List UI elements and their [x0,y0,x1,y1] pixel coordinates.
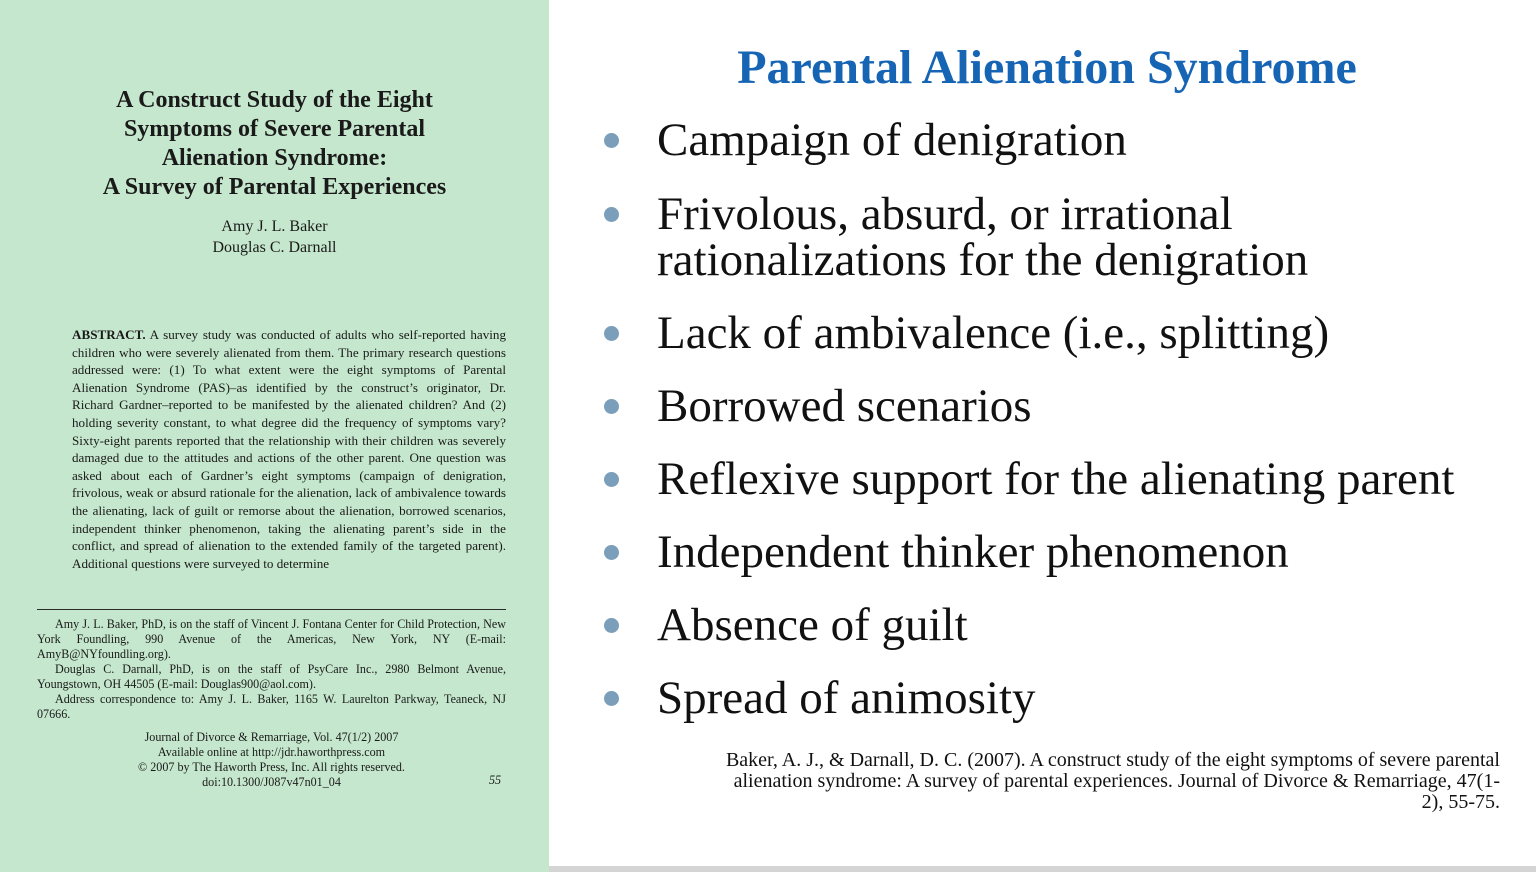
bullet-dot-icon [604,207,619,222]
bullet-line: Reflexive support for the alienating parent [657,453,1455,505]
bullet-dot-icon [604,472,619,487]
footnote: Address correspondence to: Amy J. L. Baker, 1165 W. Laurelton Parkway, Teaneck, NJ 07666. [37,692,506,721]
bullet-line: Absence of guilt [657,599,968,651]
journal-line: Available online at http://jdr.haworthpress.com [157,745,386,759]
citation-line: alienation syndrome: A survey of parental experiences. Journal of Divorce & Remarriage, 47(1- [733,770,1500,792]
author-name: Amy J. L. Baker [221,218,328,235]
bullet-text [657,453,1455,505]
paper-title-line: Symptoms of Severe Parental [123,116,426,142]
page-number: 55 [489,773,502,787]
abstract-label: ABSTRACT. [72,327,146,342]
bullet-text [657,114,1127,166]
abstract-text: A survey study was conducted of adults who self-reported having children who were severely alienated from them. The primary research questions addressed were: (1) To what extent were the eight symptoms of Parental Alienation Syndrome (PAS)–as identified by the construct’s originator, Dr. Richard Gardner–reported to be manifested by the alienated children? And (2) holding severity constant, to what degree did the frequency of symptoms vary? Sixty-eight parents reported that the relationship with their children was severely damaged due to the attitudes and actions of the other parent. One question was asked about each of Gardner’s eight symptoms (campaign of denigration, frivolous, weak or absurd rationale for the alienation, lack of ambivalence towards the alienating, lack of guilt or remorse about the alienation, borrowed scenarios, independent thinker phenomenon, taking the alienating parent’s side in the conflict, and spread of alienation to the extended family of the targeted parent). Additional questions were surveyed to determine [72,327,506,571]
paper-footnotes [37,617,506,722]
citation [650,750,1500,813]
bottom-scroll-edge [549,866,1536,872]
author-name: Douglas C. Darnall [212,238,337,256]
paper-title-line: A Construct Study of the Eight [116,87,433,113]
bullet-dot-icon [604,691,619,706]
bullet-text [657,188,1309,286]
bullet-dot-icon [604,399,619,414]
paper-title-line: Alienation Syndrome: [161,145,388,171]
bullet-line: Independent thinker phenomenon [657,526,1289,578]
bullet-line: Lack of ambivalence (i.e., splitting) [657,307,1330,359]
bullet-line: rationalizations for the denigration [657,234,1309,286]
bullet-text [657,599,968,651]
bullet-text [657,380,1032,432]
bullet-line: Frivolous, absurd, or irrational [657,188,1233,240]
journal-line: © 2007 by The Haworth Press, Inc. All rights reserved. [138,760,405,774]
bullet-dot-icon [604,545,619,560]
bullet-line: Campaign of denigration [657,114,1127,166]
footnote-divider [37,609,506,610]
footnote: Douglas C. Darnall, PhD, is on the staff of PsyCare Inc., 2980 Belmont Avenue, Youngstown, OH 44505 (E-mail: Douglas900@aol.com). [37,662,506,691]
citation-line: Baker, A. J., & Darnall, D. C. (2007). A construct study of the eight symptoms of severe parental [725,749,1500,771]
slide-title: Parental Alienation Syndrome [737,41,1357,94]
journal-line: doi:10.1300/J087v47n01_04 [202,775,341,789]
paper-title [0,86,549,202]
bullet-dot-icon [604,326,619,341]
bullet-dot-icon [604,133,619,148]
paper-first-page [0,0,549,872]
journal-info [37,730,506,790]
journal-line: Journal of Divorce & Remarriage, Vol. 47(1/2) 2007 [144,730,399,744]
bullet-line: Spread of animosity [657,672,1036,724]
paper-authors [0,217,549,258]
citation-line: 2), 55-75. [1421,791,1500,813]
bullet-text [657,526,1289,578]
paper-abstract [72,326,506,572]
footnote: Amy J. L. Baker, PhD, is on the staff of Vincent J. Fontana Center for Child Protection, New York Foundling, 990 Avenue of the Americas, New York, NY (E-mail: AmyB@NYfoundling.org). [37,617,506,661]
bullet-line: Borrowed scenarios [657,380,1032,432]
bullet-text [657,672,1036,724]
bullet-text [657,307,1330,359]
bullet-dot-icon [604,618,619,633]
paper-title-line: A Survey of Parental Experiences [102,174,447,200]
